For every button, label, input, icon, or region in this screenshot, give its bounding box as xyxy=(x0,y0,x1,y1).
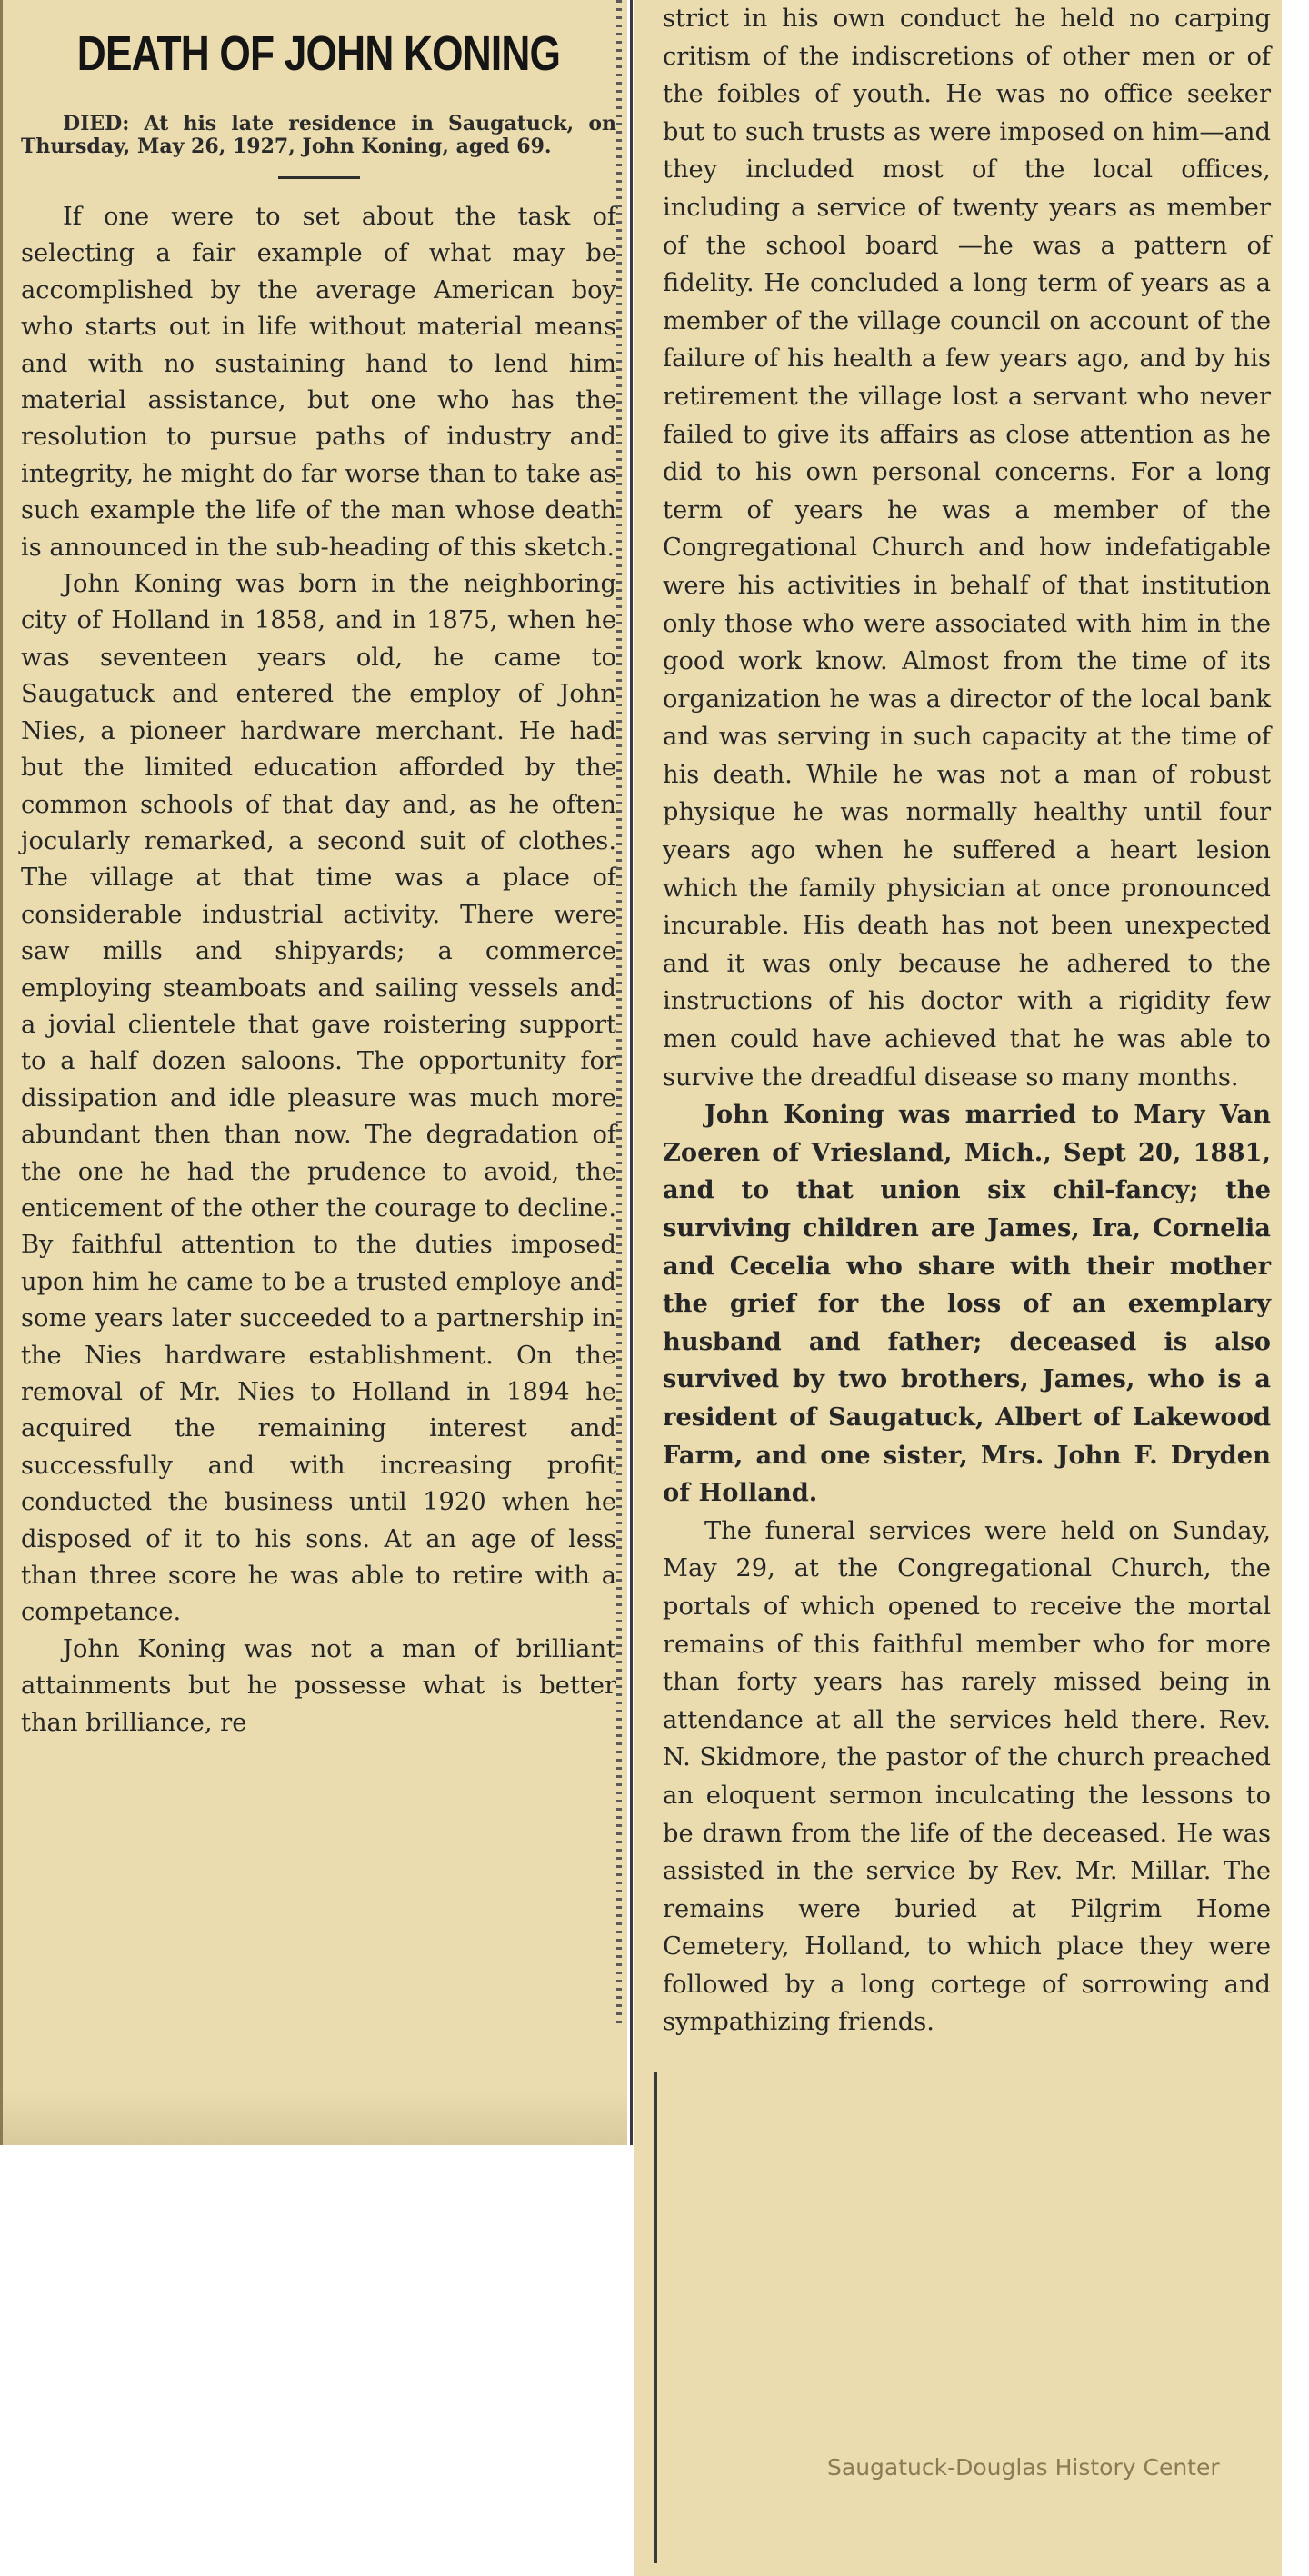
died-notice: DIED: At his late residence in Saugatuck, on Thursday, May 26, 1927, John Koning, aged 69. xyxy=(21,112,616,158)
paragraph-left-1: If one were to set about the task of selecting a fair example of what may be accomplished by the average American boy who starts out in life without material means and with no sustaining hand to lend him material assistance, but one who has the resolution to pursue paths of industry and integrity, he might do far worse than to take as such example the life of the man whose death is announced in the sub-heading of this sketch. xyxy=(21,203,616,562)
paragraph-left-3: John Koning was not a man of brilliant attainments but he possesse what is better than brilliance, re xyxy=(21,1634,616,1737)
short-rule xyxy=(278,176,360,179)
headline: DEATH OF JOHN KONING xyxy=(76,26,561,81)
paper-edge-shadow xyxy=(3,2091,627,2145)
watermark: Saugatuck-Douglas History Center xyxy=(827,2454,1220,2481)
paragraph-right-3: The funeral services were held on Sunday, May 29, at the Congregational Church, the portals of which opened to receive the mortal remains of this faithful member who for more than forty years has rarely missed being in attendance at all the services held there. Rev. N. Skidmore, the pastor of the church preached an eloquent sermon inculcating the lessons to be drawn from the life of the deceased. He was assisted in the service by Rev. Mr. Millar. The remains were buried at Pilgrim Home Cemetery, Holland, to which place they were followed by a long cortege of sorrowing and sympathizing friends. xyxy=(663,1516,1271,2037)
left-column xyxy=(21,25,616,1742)
right-column xyxy=(663,0,1271,2042)
bottom-column-rule xyxy=(654,2072,657,2563)
paragraph-left-2: John Koning was born in the neighboring city of Holland in 1858, and in 1875, when he was seventeen years old, he came to Saugatuck and entered the employ of John Nies, a pioneer hardware merchant. He had but the limited education afforded by the common schools of that day and, as he often jocularly remarked, a second suit of clothes. The village at that time was a place of considerable industrial activity. There were saw mills and shipyards; a commerce employing steamboats and sailing vessels and a jovial clientele that gave roistering support to a half dozen saloons. The opportunity for dissipation and idle pleasure was much more abundant then than now. The degradation of the one he had the prudence to avoid, the enticement of the other the courage to decline. By faithful attention to the duties imposed upon him he came to be a trusted employe and some years later succeeded to a partnership in the Nies hardware establishment. On the removal of Mr. Nies to Holland in 1894 he acquired the remaining interest and successfully and with increasing profit conducted the business until 1920 when he disposed of it to his sons. At an age of less than three score he was able to retire with a competance. xyxy=(21,570,616,1627)
paragraph-right-2: John Koning was married to Mary Van Zoeren of Vriesland, Mich., Sept 20, 1881, and to that union six chil-fancy; the surviving children are James, Ira, Cornelia and Cecelia who share with their mother the grief for the loss of an exemplary husband and father; deceased is also survived by two brothers, James, who is a resident of Saugatuck, Albert of Lakewood Farm, and one sister, Mrs. John F. Dryden of Holland. xyxy=(663,1100,1271,1508)
right-clipping xyxy=(634,0,1282,2576)
column-dash-rule xyxy=(616,0,622,2027)
left-clipping xyxy=(0,0,627,2145)
paragraph-right-1: strict in his own conduct he held no carping critism of the indiscretions of other men or of the foibles of youth. He was no office seeker but to such trusts as were imposed on him—and they included most of the local offices, including a service of twenty years as member of the school board —he was a pattern of fidelity. He concluded a long term of years as a member of the village council on account of the failure of his health a few years ago, and by his retirement the village lost a servant who never failed to give its affairs as close attention as he did to his own personal concerns. For a long term of years he was a member of the Congregational Church and how indefatigable were his activities in behalf of that institution only those who were associated with him in the good work know. Almost from the time of its organization he was a director of the local bank and was serving in such capacity at the time of his death. While he was not a man of robust physique he was normally healthy until four years ago when he suffered a heart lesion which the family physician at once pronounced incurable. His death has not been unexpected and it was only because he adhered to the instructions of his doctor with a rigidity few men could have achieved that he was able to survive the dreadful disease so many months. xyxy=(663,5,1271,1092)
column-rule xyxy=(630,0,633,2145)
